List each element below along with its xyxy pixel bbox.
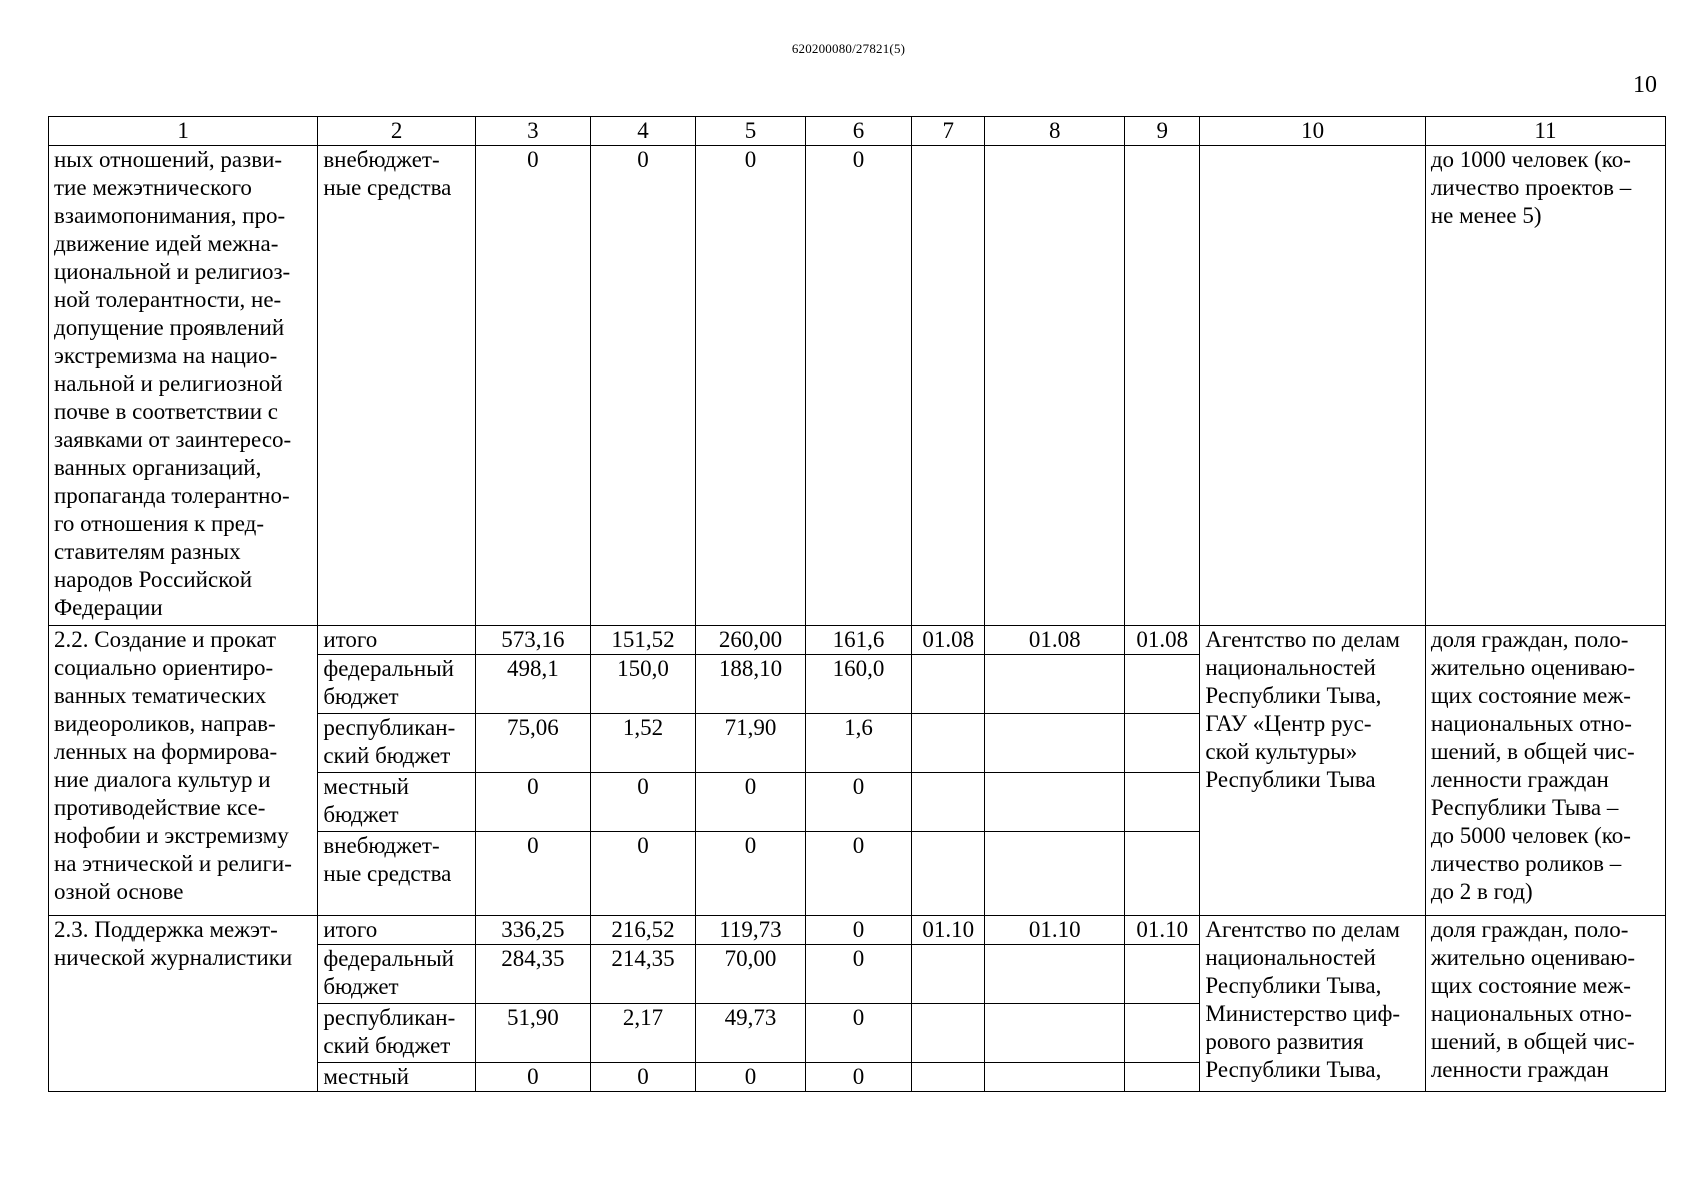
- value-cell-3: 51,90: [475, 1004, 590, 1063]
- value-cell-3: 0: [475, 832, 590, 916]
- indicator-cell: доля граждан, поло- жительно оцениваю- щих состояние меж- национальных отно- шений, в общей чис- ленности граждан Республики Тыва – до 5000 человек (ко- личество роликов – до 2 в год): [1425, 626, 1665, 916]
- date-cell-7: [912, 1063, 985, 1092]
- value-cell-6: 161,6: [805, 626, 911, 655]
- date-cell-7: 01.08: [912, 626, 985, 655]
- date-cell-7: [912, 945, 985, 1004]
- col-header-1: 1: [49, 117, 318, 146]
- value-cell-3: 0: [475, 1063, 590, 1092]
- document-id: 620200080/27821(5): [791, 41, 906, 56]
- date-cell-9: [1125, 146, 1200, 626]
- col-header-3: 3: [475, 117, 590, 146]
- value-cell-6: 0: [805, 945, 911, 1004]
- funding-source-cell: республикан- ский бюджет: [318, 714, 476, 773]
- value-cell-4: 0: [590, 1063, 695, 1092]
- date-cell-8: [985, 945, 1125, 1004]
- date-cell-7: [912, 146, 985, 626]
- funding-source-cell: местный: [318, 1063, 476, 1092]
- value-cell-3: 573,16: [475, 626, 590, 655]
- date-cell-7: 01.10: [912, 916, 985, 945]
- value-cell-5: 71,90: [696, 714, 806, 773]
- col-header-7: 7: [912, 117, 985, 146]
- value-cell-6: 160,0: [805, 655, 911, 714]
- col-header-5: 5: [696, 117, 806, 146]
- date-cell-8: [985, 655, 1125, 714]
- value-cell-5: 188,10: [696, 655, 806, 714]
- col-header-9: 9: [1125, 117, 1200, 146]
- date-cell-8: [985, 714, 1125, 773]
- col-header-11: 11: [1425, 117, 1665, 146]
- value-cell-6: 1,6: [805, 714, 911, 773]
- table-row: [49, 626, 1666, 655]
- date-cell-7: [912, 832, 985, 916]
- date-cell-9: [1125, 773, 1200, 832]
- funding-source-cell: федеральный бюджет: [318, 655, 476, 714]
- date-cell-8: [985, 773, 1125, 832]
- date-cell-9: 01.08: [1125, 626, 1200, 655]
- value-cell-3: 0: [475, 146, 590, 626]
- value-cell-5: 70,00: [696, 945, 806, 1004]
- value-cell-4: 2,17: [590, 1004, 695, 1063]
- executor-cell: Агентство по делам национальностей Республики Тыва, Министерство циф- рового развития Республики Тыва,: [1200, 916, 1425, 1092]
- date-cell-7: [912, 655, 985, 714]
- date-cell-9: [1125, 1063, 1200, 1092]
- col-header-6: 6: [805, 117, 911, 146]
- program-table: [48, 116, 1666, 1092]
- table-row: [49, 146, 1666, 626]
- value-cell-6: 0: [805, 832, 911, 916]
- date-cell-9: [1125, 714, 1200, 773]
- value-cell-6: 0: [805, 916, 911, 945]
- date-cell-8: 01.10: [985, 916, 1125, 945]
- executor-cell: [1200, 146, 1425, 626]
- funding-source-cell: федеральный бюджет: [318, 945, 476, 1004]
- value-cell-5: 49,73: [696, 1004, 806, 1063]
- col-header-8: 8: [985, 117, 1125, 146]
- funding-source-cell: внебюджет- ные средства: [318, 146, 476, 626]
- date-cell-7: [912, 714, 985, 773]
- date-cell-8: [985, 1004, 1125, 1063]
- date-cell-9: [1125, 1004, 1200, 1063]
- value-cell-5: 0: [696, 773, 806, 832]
- value-cell-3: 336,25: [475, 916, 590, 945]
- col-header-4: 4: [590, 117, 695, 146]
- indicator-cell: доля граждан, поло- жительно оцениваю- щих состояние меж- национальных отно- шений, в общей чис- ленности граждан: [1425, 916, 1665, 1092]
- value-cell-4: 214,35: [590, 945, 695, 1004]
- date-cell-8: [985, 1063, 1125, 1092]
- executor-cell: Агентство по делам национальностей Республики Тыва, ГАУ «Центр рус- ской культуры» Республики Тыва: [1200, 626, 1425, 916]
- value-cell-4: 151,52: [590, 626, 695, 655]
- indicator-cell: до 1000 человек (ко- личество проектов – не менее 5): [1425, 146, 1665, 626]
- table-row: [49, 916, 1666, 945]
- value-cell-6: 0: [805, 773, 911, 832]
- date-cell-9: [1125, 945, 1200, 1004]
- value-cell-6: 0: [805, 1063, 911, 1092]
- date-cell-8: 01.08: [985, 626, 1125, 655]
- value-cell-3: 0: [475, 773, 590, 832]
- event-name-cell: ных отношений, разви- тие межэтнического взаимопонимания, про- движение идей межна- циональной и религиоз- ной толерантности, не- допущение проявлений экстремизма на нацио- нальной и религиозной почве в соответствии с заявками от заинтересо- ванных организаций, пропаганда толерантно- го отношения к пред- ставителям разных народов Российской Федерации: [49, 146, 318, 626]
- date-cell-7: [912, 773, 985, 832]
- value-cell-4: 1,52: [590, 714, 695, 773]
- value-cell-3: 284,35: [475, 945, 590, 1004]
- funding-source-cell: местный бюджет: [318, 773, 476, 832]
- col-header-10: 10: [1200, 117, 1425, 146]
- value-cell-5: 119,73: [696, 916, 806, 945]
- value-cell-4: 150,0: [590, 655, 695, 714]
- value-cell-3: 75,06: [475, 714, 590, 773]
- event-name-cell: 2.2. Создание и прокат социально ориентиро- ванных тематических видеороликов, направ- ленных на формирова- ние диалога культур и противодействие ксе- нофобии и экстремизму на этнической и религи- озной основе: [49, 626, 318, 916]
- value-cell-4: 0: [590, 832, 695, 916]
- value-cell-4: 0: [590, 146, 695, 626]
- funding-source-cell: итого: [318, 626, 476, 655]
- funding-source-cell: итого: [318, 916, 476, 945]
- date-cell-7: [912, 1004, 985, 1063]
- date-cell-9: [1125, 655, 1200, 714]
- value-cell-4: 216,52: [590, 916, 695, 945]
- column-number-row: [49, 117, 1666, 146]
- date-cell-9: 01.10: [1125, 916, 1200, 945]
- value-cell-3: 498,1: [475, 655, 590, 714]
- value-cell-5: 260,00: [696, 626, 806, 655]
- value-cell-4: 0: [590, 773, 695, 832]
- page-number: 10: [1633, 72, 1657, 98]
- date-cell-9: [1125, 832, 1200, 916]
- event-name-cell: 2.3. Поддержка межэт- нической журналистики: [49, 916, 318, 1092]
- funding-source-cell: республикан- ский бюджет: [318, 1004, 476, 1063]
- value-cell-5: 0: [696, 1063, 806, 1092]
- value-cell-5: 0: [696, 832, 806, 916]
- col-header-2: 2: [318, 117, 476, 146]
- value-cell-5: 0: [696, 146, 806, 626]
- date-cell-8: [985, 832, 1125, 916]
- date-cell-8: [985, 146, 1125, 626]
- value-cell-6: 0: [805, 1004, 911, 1063]
- funding-source-cell: внебюджет- ные средства: [318, 832, 476, 916]
- value-cell-6: 0: [805, 146, 911, 626]
